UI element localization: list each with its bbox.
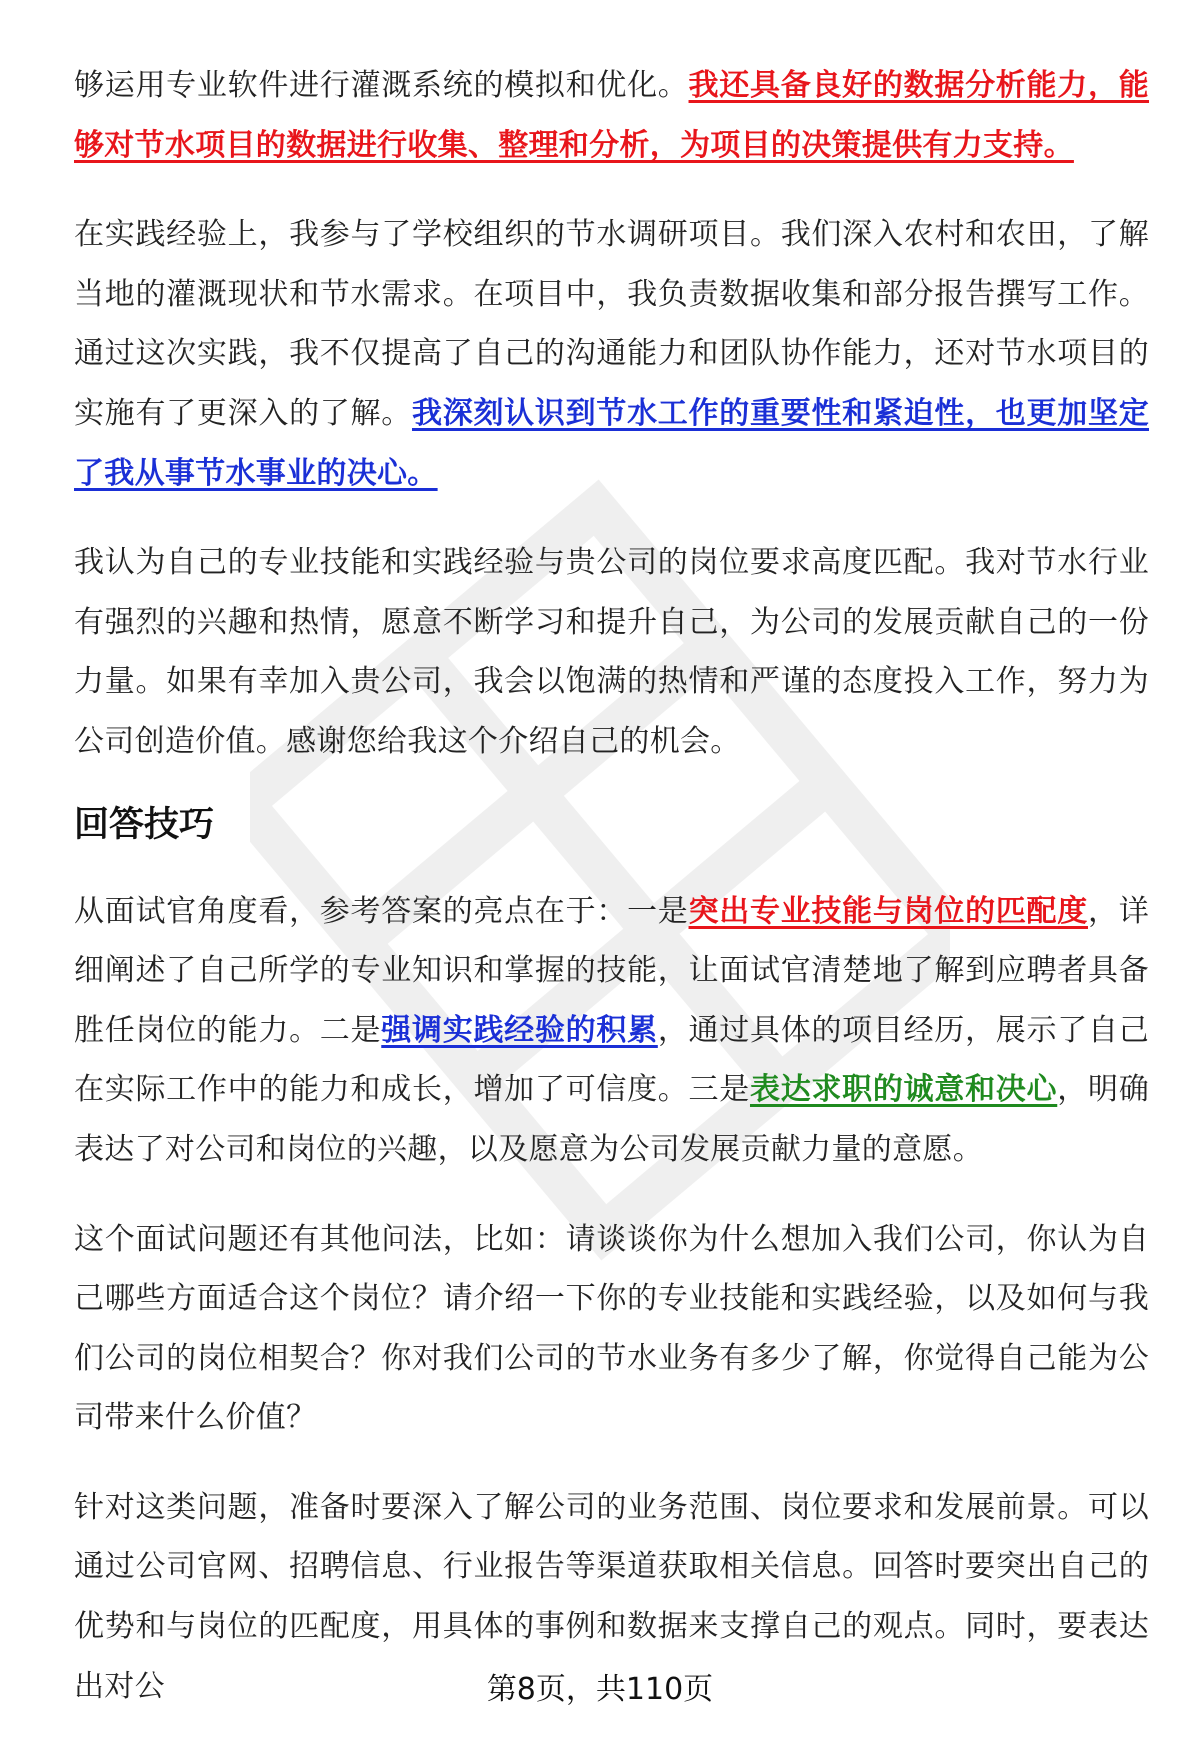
paragraph-experience [74, 205, 1149, 503]
document-body [74, 56, 1149, 1746]
highlight-text-blue: 我深刻认识到节水工作的重要性和紧迫性，也更加坚定了我从事节水事业的决心。 [74, 395, 1149, 491]
paragraph-alternative-questions: 这个面试问题还有其他问法，比如：请谈谈你为什么想加入我们公司，你认为自己哪些方面适合这个岗位？请介绍一下你的专业技能和实践经验，以及如何与我们公司的岗位相契合？你对我们公司的节水业务有多少了解，你觉得自己能为公司带来什么价值？ [74, 1221, 1149, 1436]
paragraph-text: 在实践经验上，我参与了学校组织的节水调研项目。我们深入农村和农田，了解当地的灌溉现状和节水需求。在项目中，我负责数据收集和部分报告撰写工作。通过这次实践，我不仅提高了自己的沟通能力和团队协作能力，还对节水项目的实施有了更深入的了解。 [74, 217, 1149, 431]
paragraph-tips-highlights [74, 882, 1149, 1180]
paragraph-conclusion: 我认为自己的专业技能和实践经验与贵公司的岗位要求高度匹配。我对节水行业有强烈的兴趣和热情，愿意不断学习和提升自己，为公司的发展贡献自己的一份力量。如果有幸加入贵公司，我会以饱满的热情和严谨的态度投入工作，努力为公司创造价值。感谢您给我这个介绍自己的机会。 [74, 545, 1149, 759]
tip-highlight-green: 表达求职的诚意和决心 [749, 1072, 1058, 1108]
page-number-footer: 第8页，共110页 [486, 1672, 714, 1707]
tip-text: ，明确表达了对公司和岗位的兴趣，以及愿意为公司发展贡献力量的意愿。 [74, 1072, 1150, 1167]
tip-highlight-red: 突出专业技能与岗位的匹配度 [688, 893, 1088, 929]
paragraph-skills [74, 56, 1149, 175]
tip-text: ，详细阐述了自己所学的专业知识和掌握的技能，让面试官清楚地了解到应聘者具备胜任岗位的能力。二是 [74, 893, 1150, 1048]
tip-text: ，通过具体的项目经历，展示了自己在实际工作中的能力和成长，增加了可信度。三是 [74, 1012, 1150, 1108]
paragraph-text: 够运用专业软件进行灌溉系统的模拟和优化。 [74, 68, 689, 103]
section-heading: 回答技巧 [74, 804, 215, 845]
tip-text: 从面试官角度看，参考答案的亮点在于：一是 [74, 893, 689, 929]
paragraph-preparation: 针对这类问题，准备时要深入了解公司的业务范围、岗位要求和发展前景。可以通过公司官网、招聘信息、行业报告等渠道获取相关信息。回答时要突出自己的优势和与岗位的匹配度，用具体的事例和数据来支撑自己的观点。同时，要表达出对公 [74, 1489, 1149, 1704]
tip-highlight-blue: 强调实践经验的积累 [381, 1012, 658, 1048]
highlight-text-red: 我还具备良好的数据分析能力，能够对节水项目的数据进行收集、整理和分析，为项目的决策提供有力支持。 [74, 68, 1150, 163]
